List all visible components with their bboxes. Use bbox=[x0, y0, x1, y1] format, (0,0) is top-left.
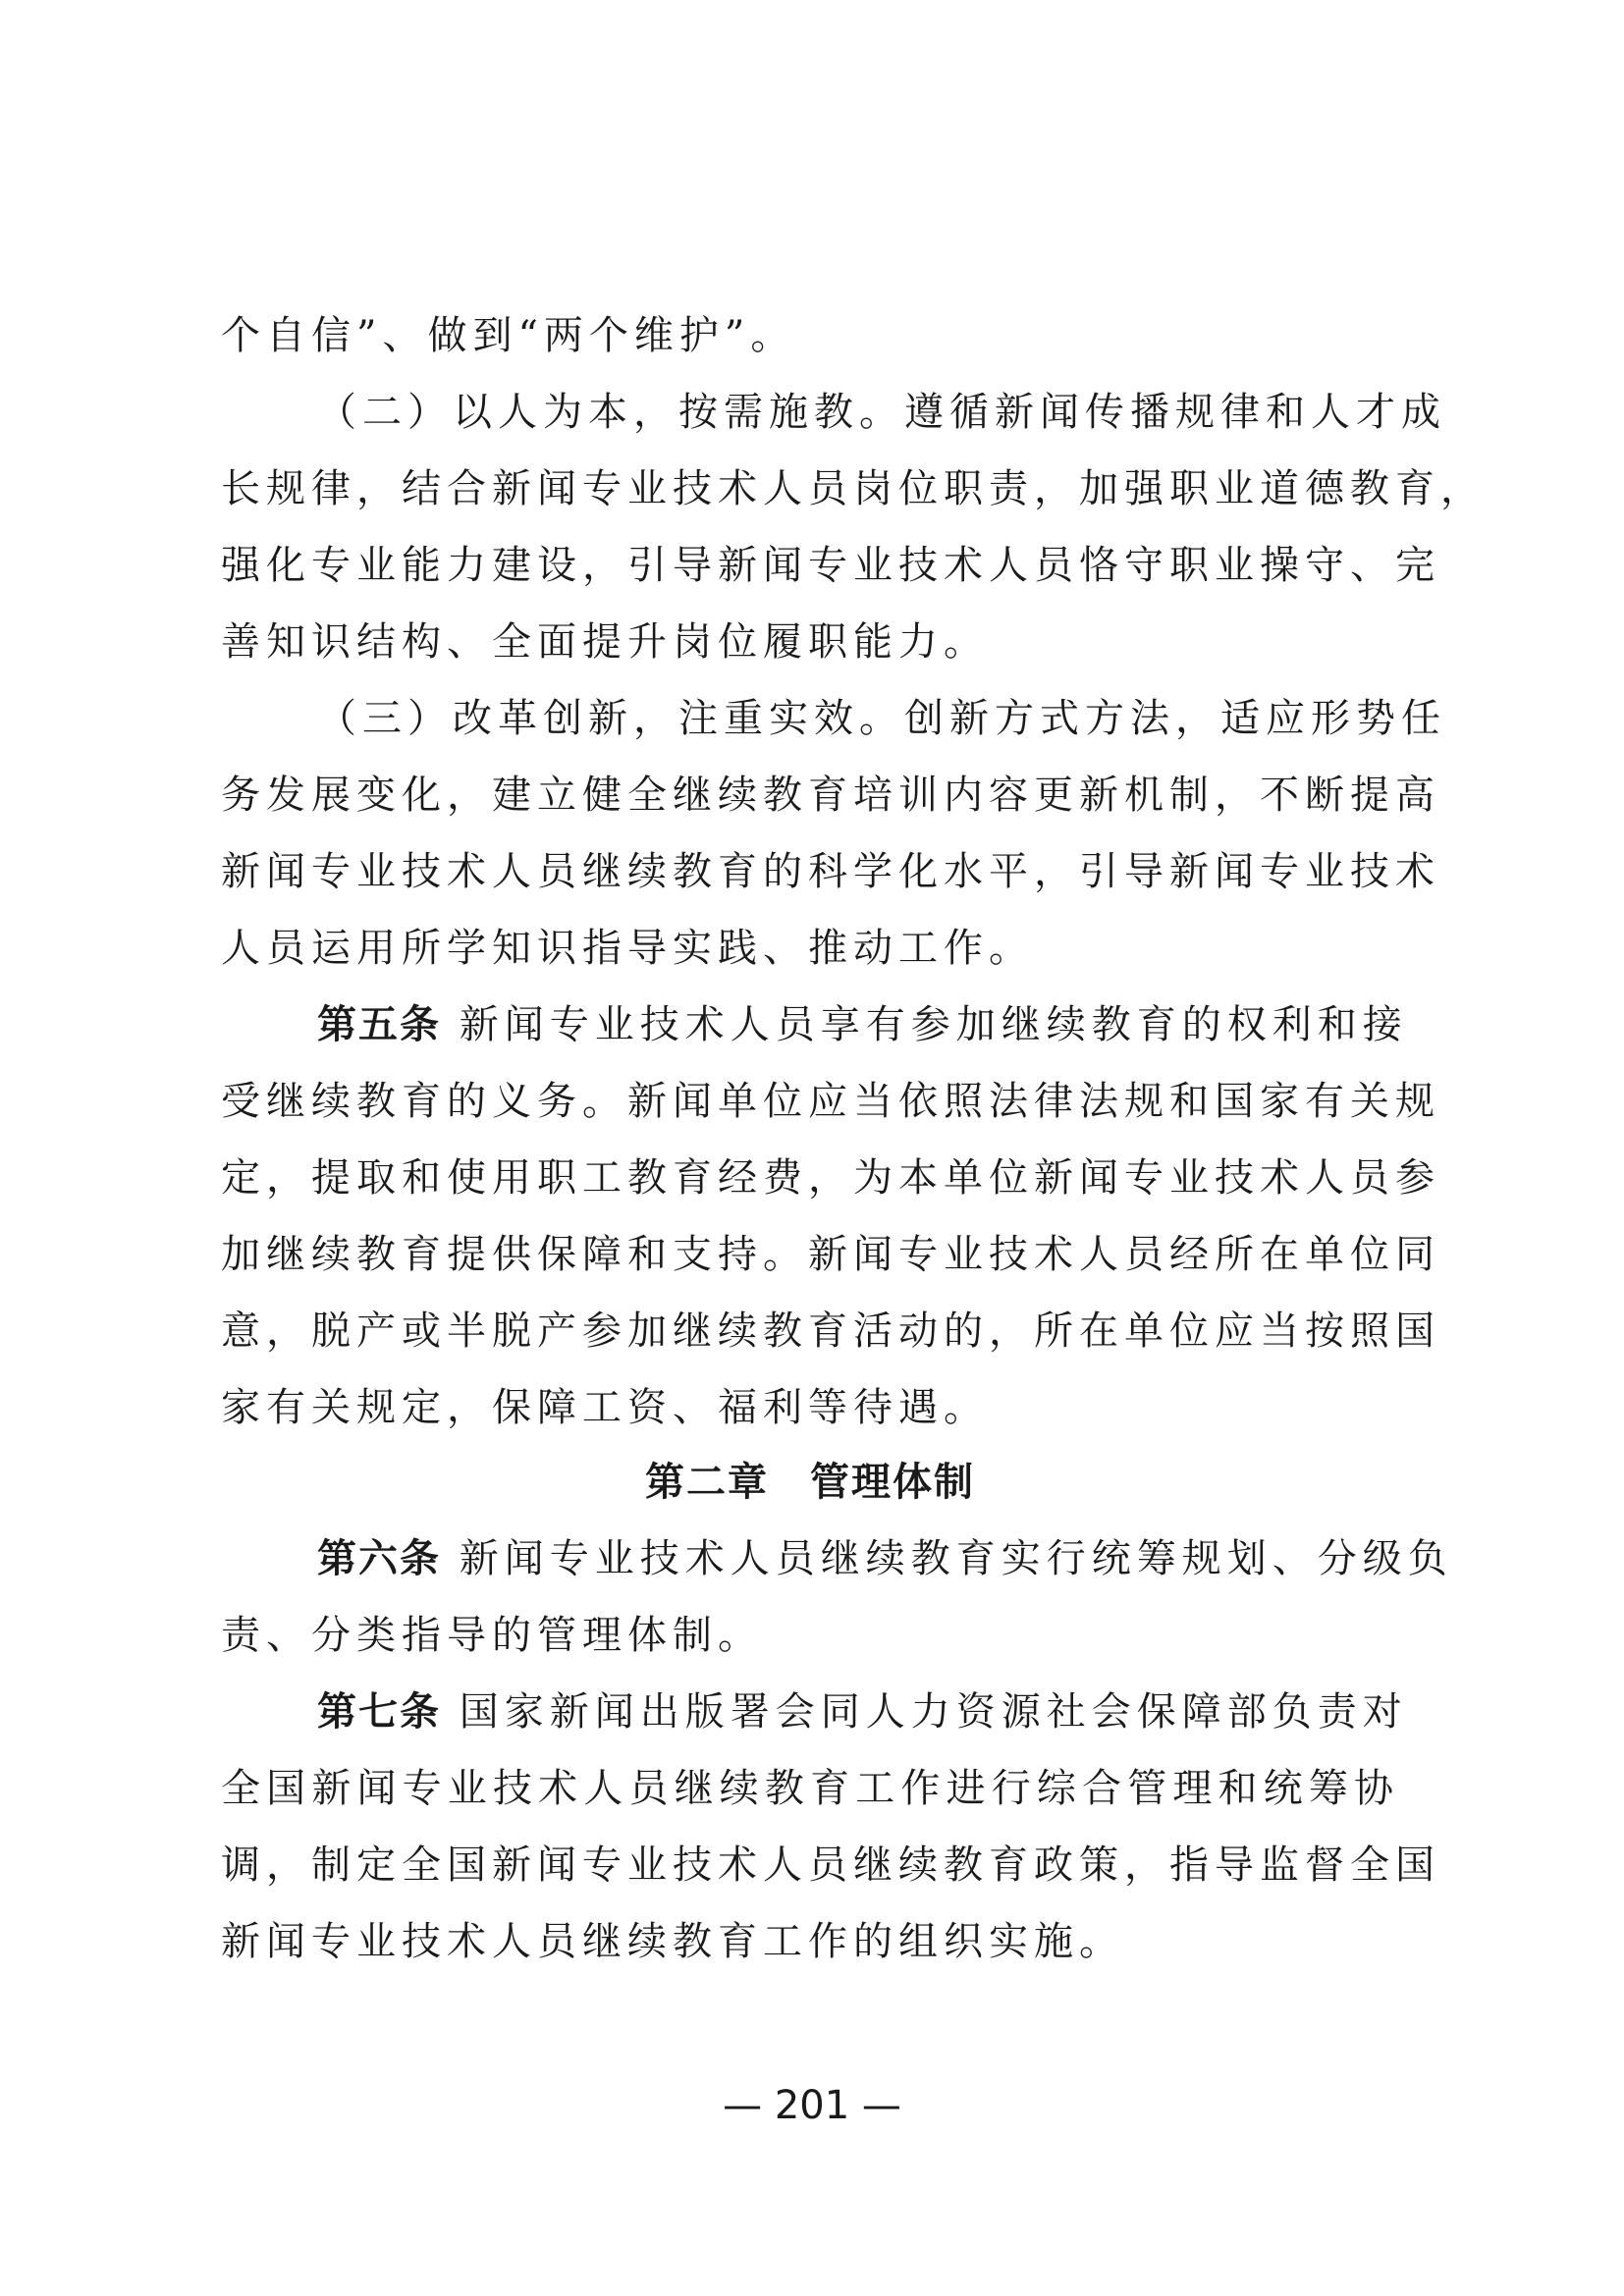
article-5-text: 新闻专业技术人员享有参加继续教育的权利和接 bbox=[459, 1002, 1408, 1047]
text-line: 意，脱产或半脱产参加继续教育活动的，所在单位应当按照国 bbox=[221, 1308, 1440, 1354]
text-line: 长规律，结合新闻专业技术人员岗位职责，加强职业道德教育， bbox=[221, 466, 1486, 511]
text-line: 强化专业能力建设，引导新闻专业技术人员恪守职业操守、完 bbox=[221, 543, 1440, 588]
text-line: 人员运用所学知识指导实践、推动工作。 bbox=[221, 926, 1034, 971]
article-6-first-line bbox=[221, 1529, 1453, 1588]
text-line: 新闻专业技术人员继续教育工作的组织实施。 bbox=[221, 1919, 1124, 1964]
text-line: 全国新闻专业技术人员继续教育工作进行综合管理和统筹协 bbox=[221, 1766, 1399, 1811]
text-line: 务发展变化，建立健全继续教育培训内容更新机制，不断提高 bbox=[221, 773, 1440, 818]
chapter-heading: 第二章 管理体制 bbox=[645, 1460, 975, 1505]
text-line: 家有关规定，保障工资、福利等待遇。 bbox=[221, 1385, 989, 1430]
article-5-label: 第五条 bbox=[317, 1002, 441, 1047]
article-6-text: 新闻专业技术人员继续教育实行统筹规划、分级负 bbox=[459, 1536, 1453, 1581]
article-7-text: 国家新闻出版署会同人力资源社会保障部负责对 bbox=[459, 1689, 1408, 1735]
text-line: 个自信”、做到“两个维护”。 bbox=[221, 313, 796, 358]
article-6-label: 第六条 bbox=[317, 1536, 441, 1581]
text-line: （二）以人为本，按需施教。遵循新闻传播规律和人才成 bbox=[317, 390, 1446, 435]
article-7-label: 第七条 bbox=[317, 1689, 441, 1735]
article-7-first-line bbox=[221, 1682, 1408, 1741]
text-line: （三）改革创新，注重实效。创新方式方法，适应形势任 bbox=[317, 696, 1446, 741]
article-5-first-line bbox=[221, 995, 1408, 1054]
text-line: 受继续教育的义务。新闻单位应当依照法律法规和国家有关规 bbox=[221, 1079, 1440, 1124]
text-line: 调，制定全国新闻专业技术人员继续教育政策，指导监督全国 bbox=[221, 1842, 1440, 1888]
text-line: 定，提取和使用职工教育经费，为本单位新闻专业技术人员参 bbox=[221, 1155, 1440, 1201]
text-line: 新闻专业技术人员继续教育的科学化水平，引导新闻专业技术 bbox=[221, 849, 1440, 894]
text-line: 加继续教育提供保障和支持。新闻专业技术人员经所在单位同 bbox=[221, 1232, 1440, 1277]
text-line: 善知识结构、全面提升岗位履职能力。 bbox=[221, 619, 989, 665]
page-number: — 201 — bbox=[723, 2083, 901, 2128]
text-line: 责、分类指导的管理体制。 bbox=[221, 1613, 763, 1658]
